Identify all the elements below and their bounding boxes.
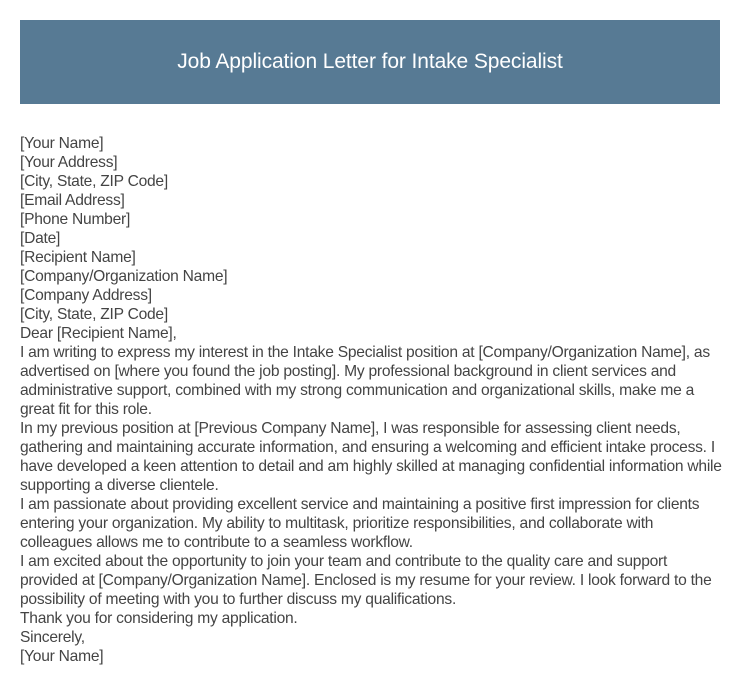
sender-name: [Your Name] bbox=[20, 135, 104, 152]
letter-body bbox=[20, 134, 722, 666]
sender-phone: [Phone Number] bbox=[20, 211, 131, 228]
sender-email: [Email Address] bbox=[20, 192, 125, 209]
paragraph-closing: I am excited about the opportunity to join your team and contribute to the quality care and support provided at [Company/Organization Name]. Enclosed is my resume for your review. I look forward to the possibility of meeting with you to further discuss my qualifications. bbox=[20, 553, 712, 608]
recipient-address: [Company Address] bbox=[20, 287, 152, 304]
page-title: Job Application Letter for Intake Specialist bbox=[177, 50, 563, 73]
signature: [Your Name] bbox=[20, 648, 104, 665]
paragraph-thanks: Thank you for considering my application. bbox=[20, 610, 298, 627]
paragraph-skills: I am passionate about providing excellent service and maintaining a positive first impression for clients entering your organization. My ability to multitask, prioritize responsibilities, and collaborate with colleagues allows me to contribute to a seamless workflow. bbox=[20, 496, 700, 551]
recipient-city-state-zip: [City, State, ZIP Code] bbox=[20, 306, 168, 323]
salutation: Dear [Recipient Name], bbox=[20, 325, 177, 342]
closing: Sincerely, bbox=[20, 629, 85, 646]
title-banner bbox=[20, 20, 720, 104]
recipient-name: [Recipient Name] bbox=[20, 249, 136, 266]
letter-date: [Date] bbox=[20, 230, 61, 247]
recipient-organization: [Company/Organization Name] bbox=[20, 268, 228, 285]
paragraph-intro: I am writing to express my interest in the Intake Specialist position at [Company/Organization Name], as advertised on [where you found the job posting]. My professional background in client services and administrative support, combined with my strong communication and organizational skills, make me a great fit for this role. bbox=[20, 344, 710, 418]
sender-address: [Your Address] bbox=[20, 154, 118, 171]
paragraph-experience: In my previous position at [Previous Company Name], I was responsible for assessing client needs, gathering and maintaining accurate information, and ensuring a welcoming and efficient intake process. I have developed a keen attention to detail and am highly skilled at managing confidential information while supporting a diverse clientele. bbox=[20, 420, 722, 494]
sender-city-state-zip: [City, State, ZIP Code] bbox=[20, 173, 168, 190]
